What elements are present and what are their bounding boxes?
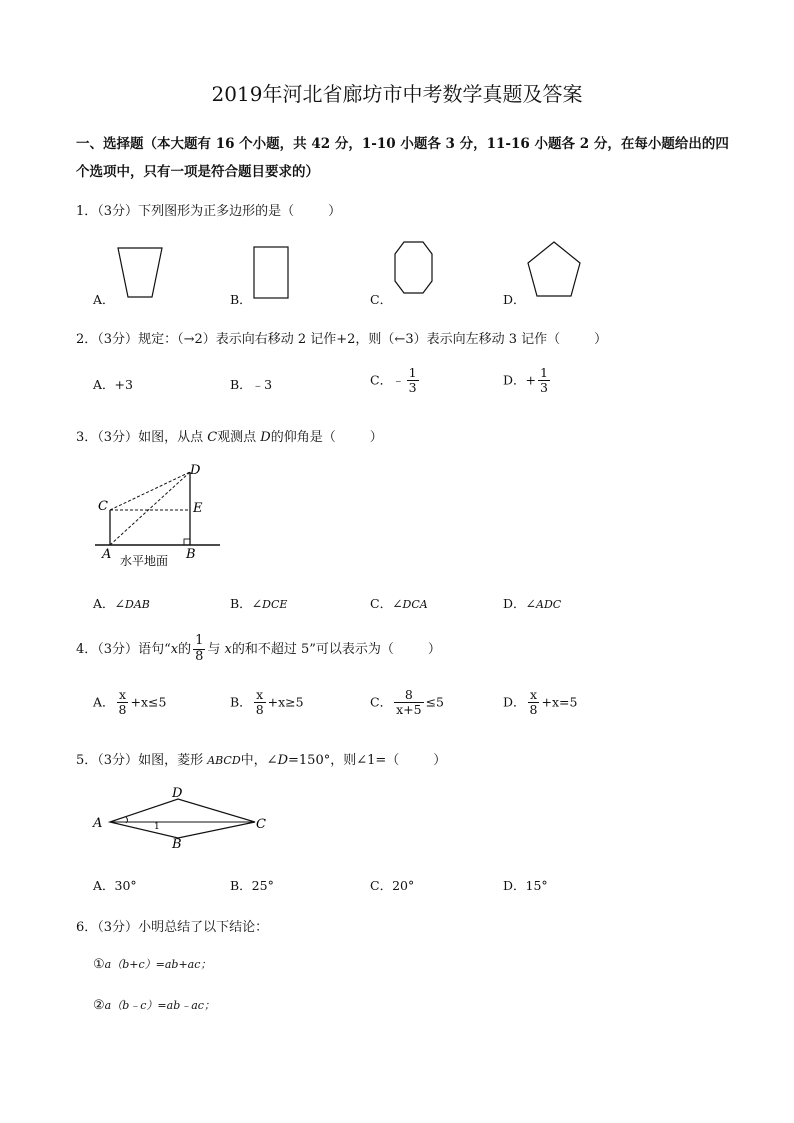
- fig3-ground-label: 水平地面: [120, 554, 169, 568]
- fig3-label-d: D: [190, 463, 201, 478]
- q5-option-a: A．30°: [93, 878, 137, 893]
- fig5-label-c: C: [256, 817, 266, 832]
- octagon-figure: [390, 237, 438, 299]
- elevation-angle-figure: [90, 460, 230, 572]
- q3-option-a: A．∠DAB: [93, 596, 150, 611]
- fig3-label-b: B: [186, 547, 196, 562]
- q2-option-a: A．+3: [93, 377, 133, 392]
- fig5-label-d: D: [172, 786, 183, 801]
- q4-option-c: C． $\frac{8}{x+5}$ ≤5: [370, 687, 444, 718]
- q1-option-a: A．: [93, 292, 115, 307]
- question-1: [76, 200, 341, 219]
- fig5-label-b: B: [172, 837, 182, 852]
- rhombus-figure: [90, 782, 280, 852]
- q1-option-b: B．: [230, 292, 252, 307]
- trapezoid-figure: [110, 240, 170, 302]
- fig3-label-c: C: [98, 499, 108, 514]
- q2-option-d: D．+ $\frac{1}{3}$: [503, 365, 548, 396]
- q3-option-d: D．∠ADC: [503, 596, 562, 611]
- q5-option-d: D．15°: [503, 878, 548, 893]
- q3-option-c: C．∠DCA: [370, 596, 428, 611]
- q5-option-c: C．20°: [370, 878, 415, 893]
- q6-statement-1: ①a（b+c）=ab+ac；: [93, 957, 212, 972]
- section-heading-line1: 一、选择题（本大题有 16 个小题，共 42 分，1-10 小题各 3 分，11-16 小题各 2 分，在每小题给出的四: [76, 136, 729, 152]
- q2-close: ）: [594, 332, 608, 347]
- q1-option-c: C．: [370, 292, 393, 307]
- question-4: 4．（3分）语句“x的 $\frac{1}{8}$ 与 x的和不超过 5”可以表示为（ ）: [76, 633, 441, 664]
- q6-statement-2: ②a（b﹣c）=ab﹣ac；: [93, 998, 215, 1013]
- q2-number: 2．: [76, 332, 98, 347]
- q4-fraction: $\frac{1}{8}$: [195, 633, 204, 664]
- q2-d-fraction: $\frac{1}{3}$: [540, 365, 548, 396]
- question-5: 5．（3分）如图，菱形 ABCD中，∠D=150°，则∠1=（ ）: [76, 753, 447, 768]
- q4-option-d: D． $\frac{x}{8}$ +x=5: [503, 687, 578, 718]
- question-2: [76, 328, 607, 347]
- rectangle-figure: [250, 243, 295, 303]
- q2-option-b: B．﹣3: [230, 377, 273, 392]
- q4-option-b: B． $\frac{x}{8}$ +x≥5: [230, 687, 304, 718]
- q4-option-a: A． $\frac{x}{8}$ +x≤5: [93, 687, 167, 718]
- q1-score: （3分）: [97, 204, 139, 219]
- pentagon-figure: [525, 238, 585, 300]
- q2-c-fraction: $\frac{1}{3}$: [408, 365, 417, 396]
- question-6: 6．（3分）小明总结了以下结论：: [76, 920, 269, 935]
- page-title: 2019年河北省廊坊市中考数学真题及答案: [211, 82, 583, 106]
- q1-option-d: D．: [503, 292, 526, 307]
- fig3-label-a: A: [102, 547, 112, 562]
- q2-score: （3分）: [97, 332, 139, 347]
- fig3-label-e: E: [193, 501, 203, 516]
- fig5-label-a: A: [93, 816, 103, 831]
- section-heading-line2: 个选项中，只有一项是符合题目要求的）: [76, 164, 319, 180]
- q2-option-c: C．﹣ $\frac{1}{3}$: [370, 365, 417, 396]
- q5-option-b: B．25°: [230, 878, 274, 893]
- q3-option-b: B．∠DCE: [230, 596, 288, 611]
- q2-text: 规定：（→2）表示向右移动 2 记作+2，则（←3）表示向左移动 3 记作（: [138, 332, 561, 347]
- q1-number: 1．: [76, 204, 98, 219]
- question-3: 3．（3分）如图，从点 C观测点 D的仰角是（ ）: [76, 430, 383, 445]
- q1-text: 下列图形为正多边形的是（: [138, 204, 295, 219]
- fig5-angle-1: 1: [154, 822, 160, 832]
- q1-close: ）: [328, 204, 342, 219]
